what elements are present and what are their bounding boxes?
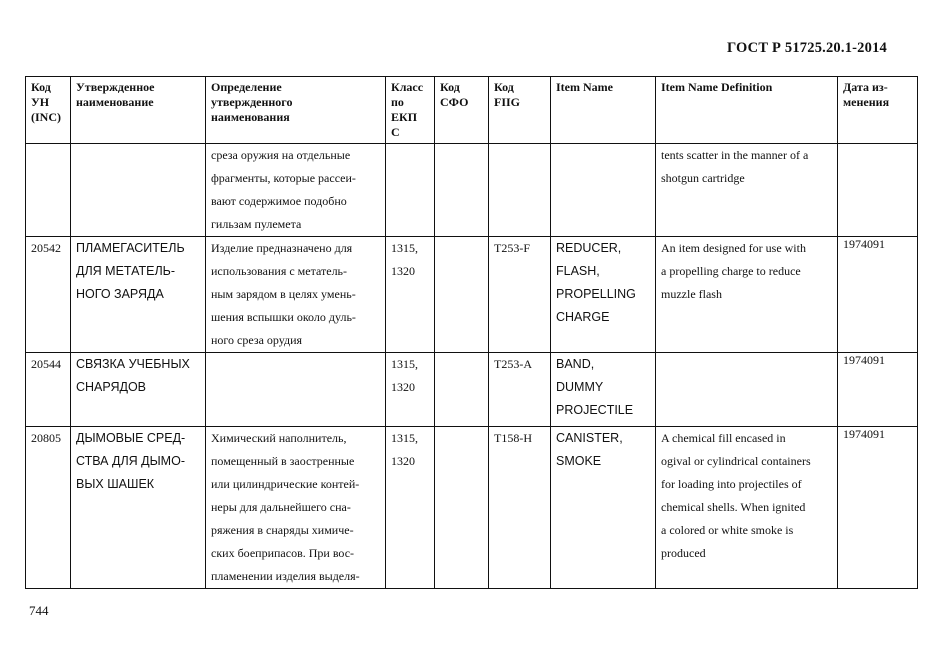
cell-approved-name: ПЛАМЕГАСИТЕЛЬ ДЛЯ МЕТАТЕЛЬ- НОГО ЗАРЯДА	[71, 237, 206, 353]
cell-approved-name	[71, 144, 206, 237]
cell-name-definition: Химический наполнитель, помещенный в заостренные или цилиндрические контей- неры для дальнейшего сна- ряжения в снаряды химиче- ских боеприпасов. При вос- пламенении изделия выделя-	[206, 427, 386, 589]
col-header-name-definition: Определение утвержденного наименования	[206, 77, 386, 144]
cell-sfo	[435, 144, 489, 237]
cell-sfo	[435, 353, 489, 427]
table-header-row	[26, 77, 918, 144]
table-row	[26, 237, 918, 353]
table-row	[26, 144, 918, 237]
col-header-change-date: Дата из- менения	[838, 77, 918, 144]
col-header-sfo: Код СФО	[435, 77, 489, 144]
cell-fiig: T253-A	[489, 353, 551, 427]
cell-name-definition	[206, 353, 386, 427]
cell-approved-name: СВЯЗКА УЧЕБНЫХ СНАРЯДОВ	[71, 353, 206, 427]
cell-change-date	[838, 144, 918, 237]
table-row	[26, 353, 918, 427]
cell-item-name: CANISTER, SMOKE	[551, 427, 656, 589]
page-number: 744	[29, 603, 49, 618]
cell-inc: 20544	[26, 353, 71, 427]
cell-name-definition: Изделие предназначено для использования с метатель- ным зарядом в целях умень- шения вспышки около дуль- ного среза орудия	[206, 237, 386, 353]
cell-fiig	[489, 144, 551, 237]
cell-class-ekps: 1315, 1320	[386, 427, 435, 589]
col-header-item-name: Item Name	[551, 77, 656, 144]
cell-change-date: 1974091	[838, 237, 918, 353]
table-row	[26, 427, 918, 589]
col-header-approved-name: Утвержденное наименование	[71, 77, 206, 144]
cell-approved-name: ДЫМОВЫЕ СРЕД- СТВА ДЛЯ ДЫМО- ВЫХ ШАШЕК	[71, 427, 206, 589]
col-header-inc: Код УН (INC)	[26, 77, 71, 144]
cell-name-definition: среза оружия на отдельные фрагменты, которые рассеи- вают содержимое подобно гильзам пулемета	[206, 144, 386, 237]
cell-item-name: BAND, DUMMY PROJECTILE	[551, 353, 656, 427]
cell-item-name-definition: A chemical fill encased in ogival or cylindrical containers for loading into projectiles of chemical shells. When ignited a colored or white smoke is produced	[656, 427, 838, 589]
col-header-item-name-definition: Item Name Definition	[656, 77, 838, 144]
cell-inc: 20542	[26, 237, 71, 353]
col-header-class-ekps: Класс по ЕКП С	[386, 77, 435, 144]
cell-sfo	[435, 427, 489, 589]
col-header-fiig: Код FIIG	[489, 77, 551, 144]
cell-fiig: T158-H	[489, 427, 551, 589]
cell-class-ekps: 1315, 1320	[386, 237, 435, 353]
cell-item-name-definition: An item designed for use with a propelling charge to reduce muzzle flash	[656, 237, 838, 353]
cell-inc: 20805	[26, 427, 71, 589]
cell-change-date: 1974091	[838, 353, 918, 427]
cell-inc	[26, 144, 71, 237]
cell-sfo	[435, 237, 489, 353]
nomenclature-table	[25, 76, 918, 589]
cell-class-ekps	[386, 144, 435, 237]
cell-class-ekps: 1315, 1320	[386, 353, 435, 427]
cell-item-name	[551, 144, 656, 237]
cell-item-name: REDUCER, FLASH, PROPELLING CHARGE	[551, 237, 656, 353]
cell-item-name-definition	[656, 353, 838, 427]
cell-change-date: 1974091	[838, 427, 918, 589]
cell-fiig: T253-F	[489, 237, 551, 353]
cell-item-name-definition: tents scatter in the manner of a shotgun cartridge	[656, 144, 838, 237]
standard-code: ГОСТ Р 51725.20.1-2014	[726, 40, 887, 56]
